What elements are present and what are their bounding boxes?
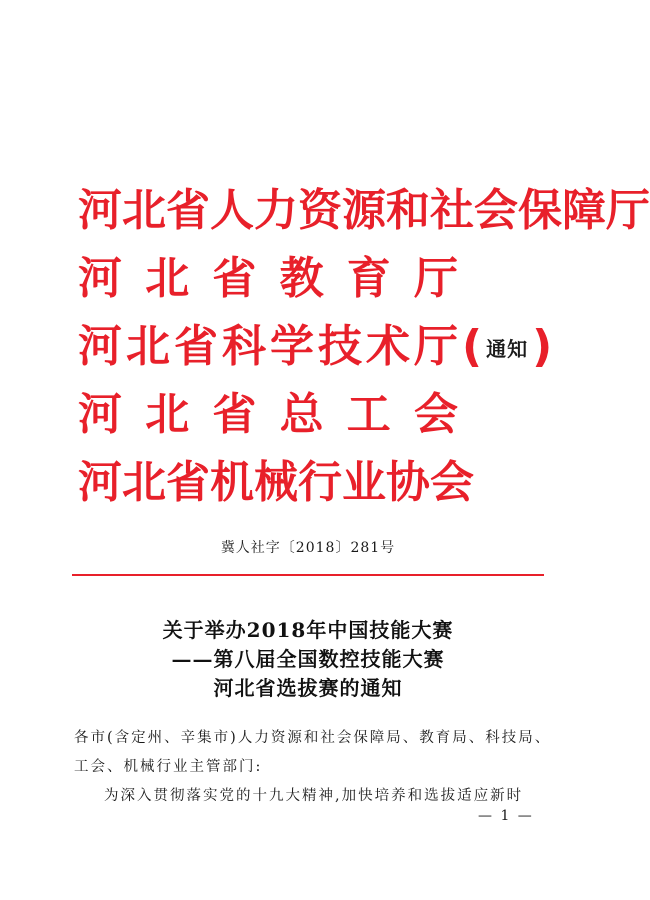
issuer-character: 保: [518, 185, 562, 236]
addressee-line-1: 各市(含定州、辛集市)人力资源和社会保障局、教育局、科技局、: [74, 730, 552, 746]
issuer-character: 业: [342, 457, 386, 508]
issuer-education: [78, 250, 458, 308]
issuer-character: 机: [210, 457, 254, 508]
addressee-line-2: 工会、机械行业主管部门:: [74, 759, 263, 775]
issuer-character: 人: [210, 185, 254, 236]
issuer-science-technology: [78, 318, 458, 376]
issuer-hr-social-security: [78, 182, 650, 240]
issuer-character: 厅: [606, 185, 650, 236]
issuer-character: 北: [145, 389, 190, 440]
issuer-character: 省: [174, 321, 218, 372]
issuer-character: 力: [254, 185, 298, 236]
issuer-character: 资: [298, 185, 342, 236]
notice-label: 通知: [486, 336, 529, 361]
issuer-character: 社: [430, 185, 474, 236]
issuer-machinery-association: [78, 454, 474, 512]
issuer-character: 育: [346, 253, 391, 304]
title-line-1: 关于举办2018年中国技能大赛: [162, 618, 454, 642]
close-paren: ): [532, 321, 553, 372]
issuer-character: 障: [562, 185, 606, 236]
issuer-character: 厅: [414, 321, 458, 372]
issuer-character: 河: [78, 253, 122, 304]
issuer-character: 和: [386, 185, 430, 236]
issuer-character: 科: [222, 321, 266, 372]
issuer-character: 行: [298, 457, 342, 508]
body-paragraph-line: 为深入贯彻落实党的十九大精神,加快培养和选拔适应新时: [104, 788, 524, 804]
issuer-character: 会: [430, 457, 474, 508]
issuer-character: 省: [166, 457, 210, 508]
issuer-character: 河: [78, 321, 122, 372]
issuer-character: 总: [279, 389, 324, 440]
title-line-3: 河北省选拔赛的通知: [213, 676, 403, 700]
issuer-character: 术: [366, 321, 410, 372]
issuer-character: 教: [279, 253, 324, 304]
red-divider-line: [72, 574, 544, 576]
issuer-character: 省: [166, 185, 210, 236]
issuer-character: 省: [212, 389, 257, 440]
issuer-character: 北: [122, 457, 166, 508]
issuer-character: 协: [386, 457, 430, 508]
issuer-character: 北: [122, 185, 166, 236]
issuer-character: 北: [145, 253, 190, 304]
joint-notice-marker: [462, 318, 552, 376]
issuer-character: 学: [270, 321, 314, 372]
issuer-character: 省: [212, 253, 257, 304]
issuer-character: 源: [342, 185, 386, 236]
page-number: — 1 —: [478, 808, 534, 824]
issuer-character: 北: [126, 321, 170, 372]
document-number: 冀人社字〔2018〕281号: [220, 540, 396, 556]
issuer-trade-union: [78, 386, 458, 444]
issuer-character: 会: [413, 389, 458, 440]
issuer-character: 工: [346, 389, 391, 440]
issuer-character: 河: [78, 389, 122, 440]
issuer-character: 河: [78, 457, 122, 508]
issuer-character: 河: [78, 185, 122, 236]
issuer-character: 厅: [413, 253, 458, 304]
issuer-character: 会: [474, 185, 518, 236]
title-line-2: ——第八届全国数控技能大赛: [171, 647, 445, 671]
issuer-character: 械: [254, 457, 298, 508]
issuer-character: 技: [318, 321, 362, 372]
open-paren: (: [462, 321, 483, 372]
